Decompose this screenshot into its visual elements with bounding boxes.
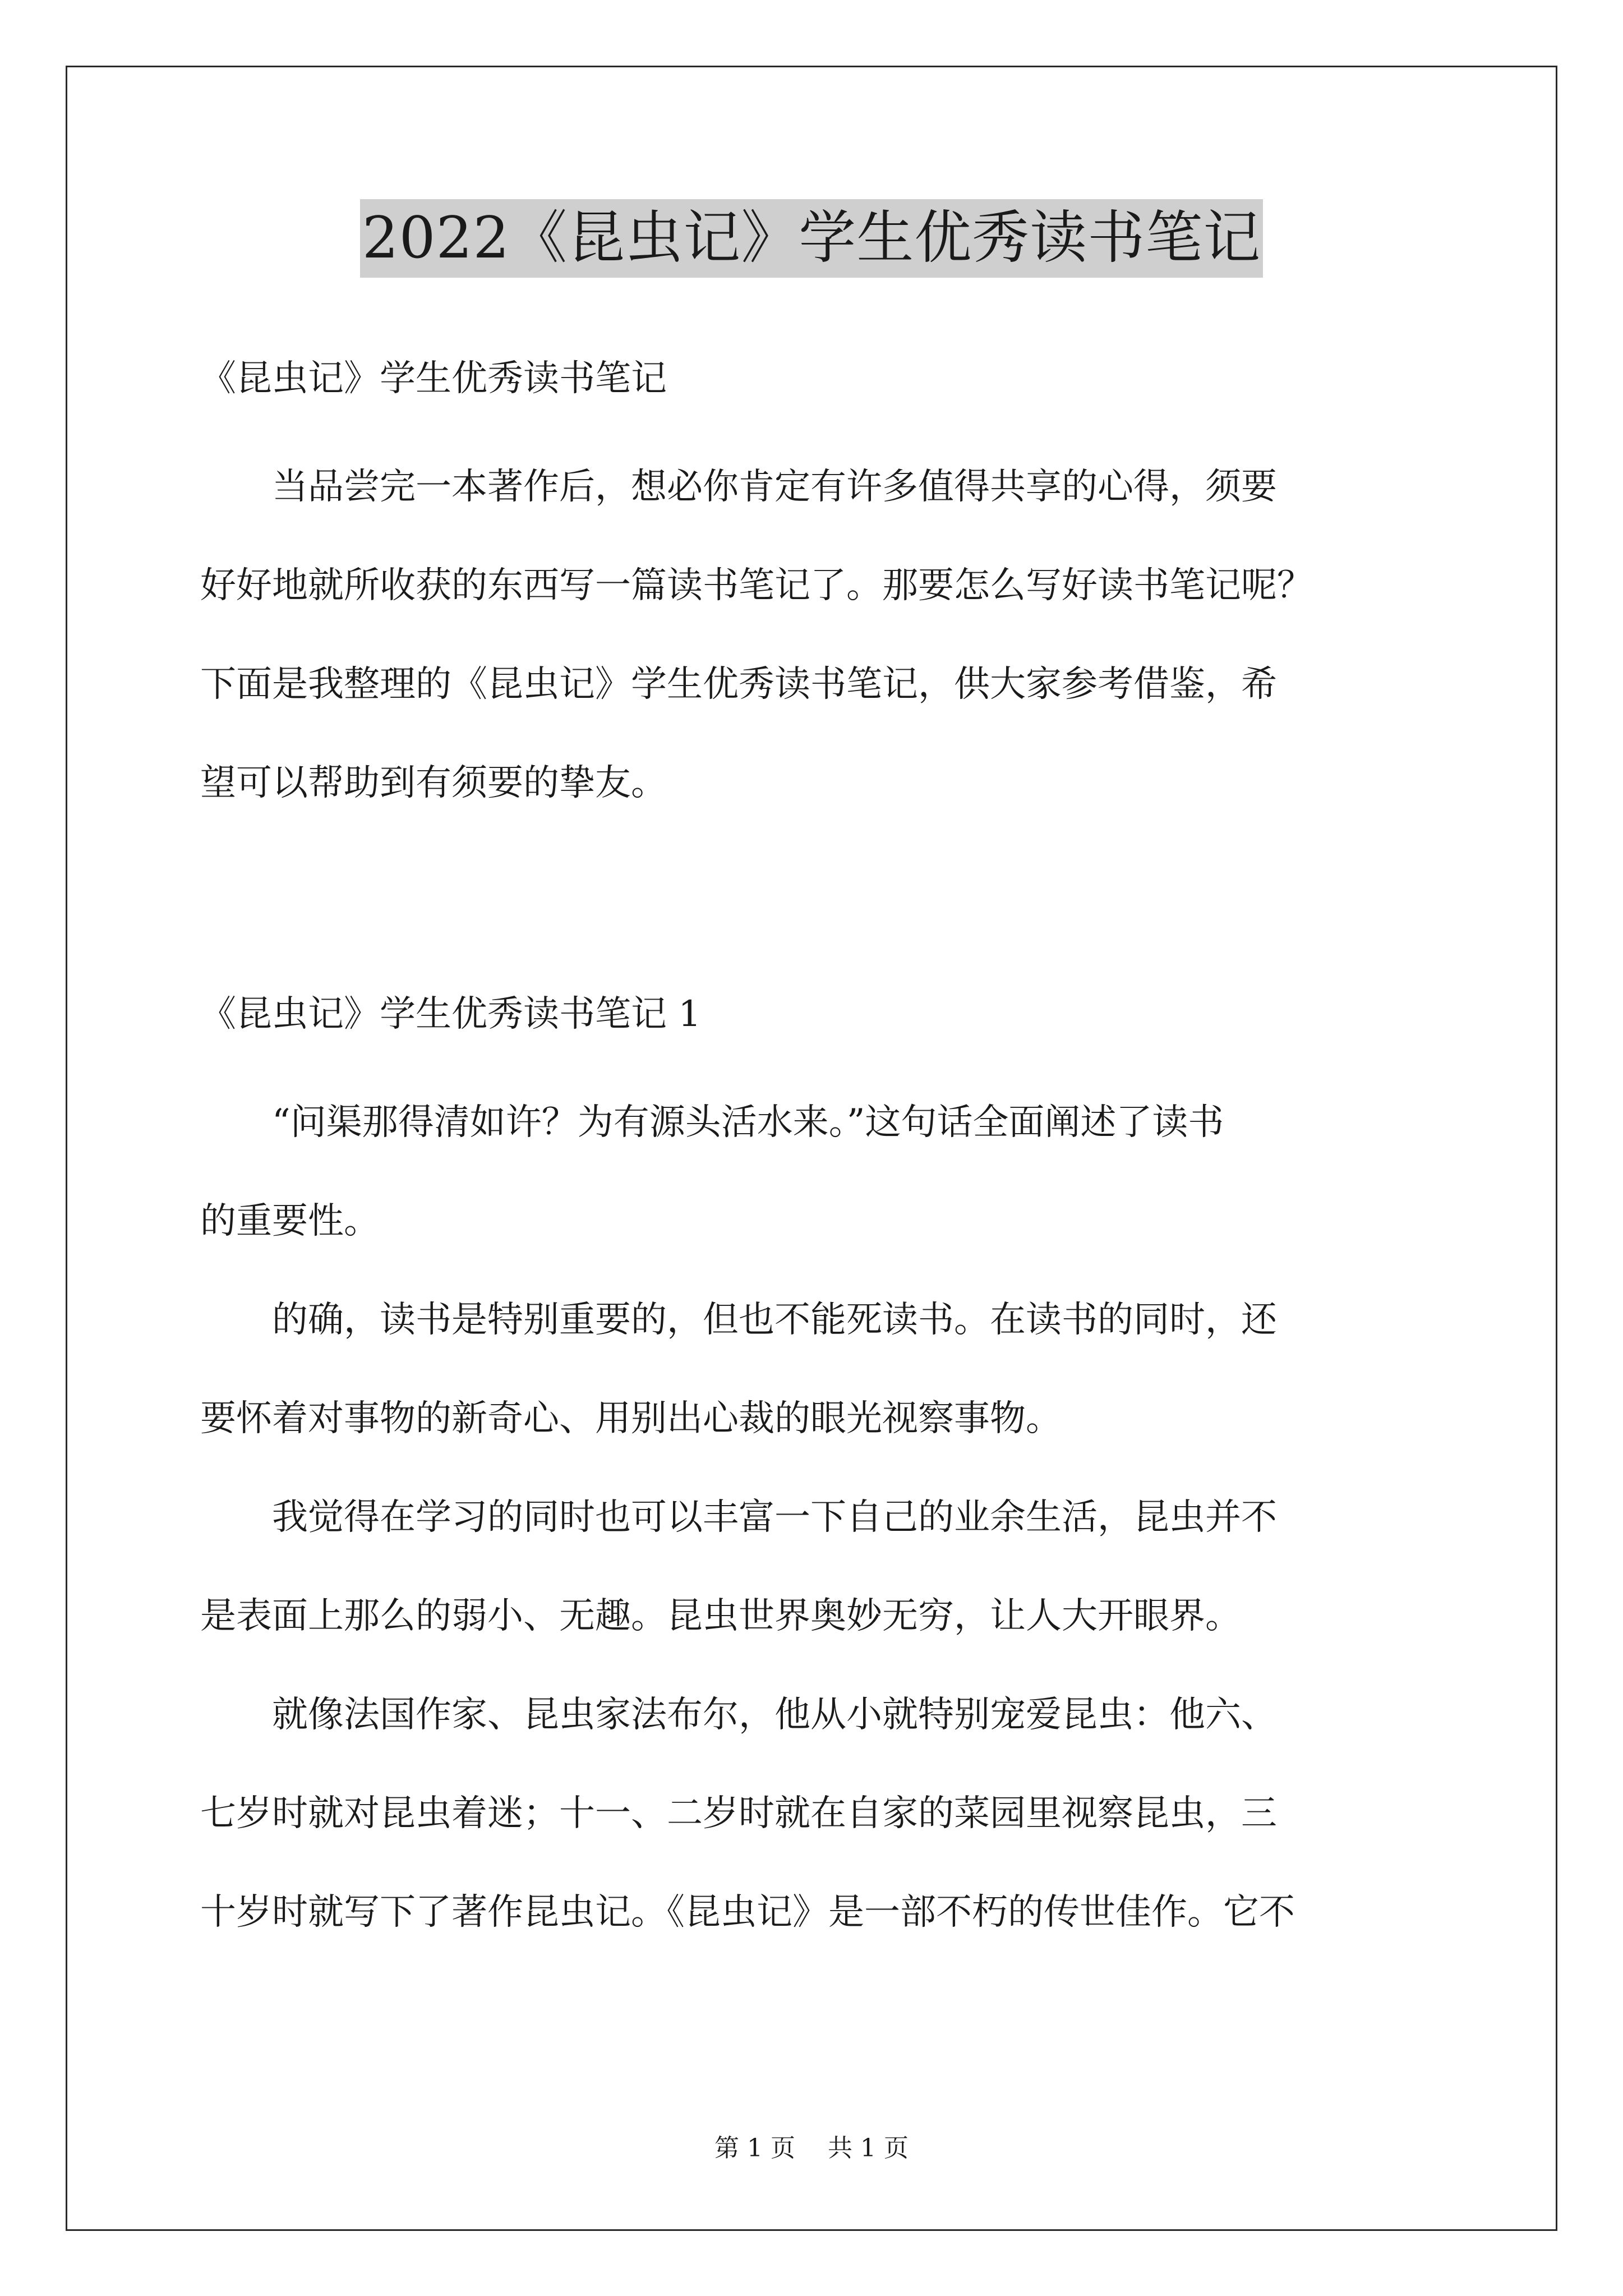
section-line-6: 是表面上那么的弱小、无趣。昆虫世界奥妙无穷，让人大开眼界。 (200, 1595, 1241, 1637)
section-line-4: 要怀着对事物的新奇心、用别出心裁的眼光视察事物。 (200, 1398, 1062, 1439)
intro-line-3: 下面是我整理的《昆虫记》学生优秀读书笔记，供大家参考借鉴，希 (200, 664, 1277, 705)
section-line-9: 十岁时就写下了著作昆虫记。《昆虫记》是一部不朽的传世佳作。它不 (200, 1892, 1295, 1933)
title-container (0, 199, 1623, 278)
section-line-7: 就像法国作家、昆虫家法布尔，他从小就特别宠爱昆虫：他六、 (200, 1694, 1277, 1736)
section-heading: 《昆虫记》学生优秀读书笔记 1 (200, 993, 702, 1035)
section-line-2: 的重要性。 (200, 1200, 380, 1242)
page-footer: 第 1 页 共 1 页 (714, 2134, 909, 2162)
intro-line-2: 好好地就所收获的东西写一篇读书笔记了。那要怎么写好读书笔记呢？ (200, 565, 1313, 606)
document-title: 2022《昆虫记》学生优秀读书笔记 (360, 199, 1264, 278)
intro-line-1: 当品尝完一本著作后，想必你肯定有许多值得共享的心得，须要 (200, 466, 1277, 508)
intro-line-4: 望可以帮助到有须要的挚友。 (200, 762, 667, 804)
section-line-3: 的确，读书是特别重要的，但也不能死读书。在读书的同时，还 (200, 1299, 1277, 1341)
section-line-8: 七岁时就对昆虫着迷；十一、二岁时就在自家的菜园里视察昆虫，三 (200, 1793, 1277, 1834)
section-line-5: 我觉得在学习的同时也可以丰富一下自己的业余生活，昆虫并不 (200, 1497, 1277, 1538)
section-line-1: “问渠那得清如许？为有源头活水来。”这句话全面阐述了读书 (200, 1102, 1224, 1143)
subtitle: 《昆虫记》学生优秀读书笔记 (200, 358, 667, 399)
